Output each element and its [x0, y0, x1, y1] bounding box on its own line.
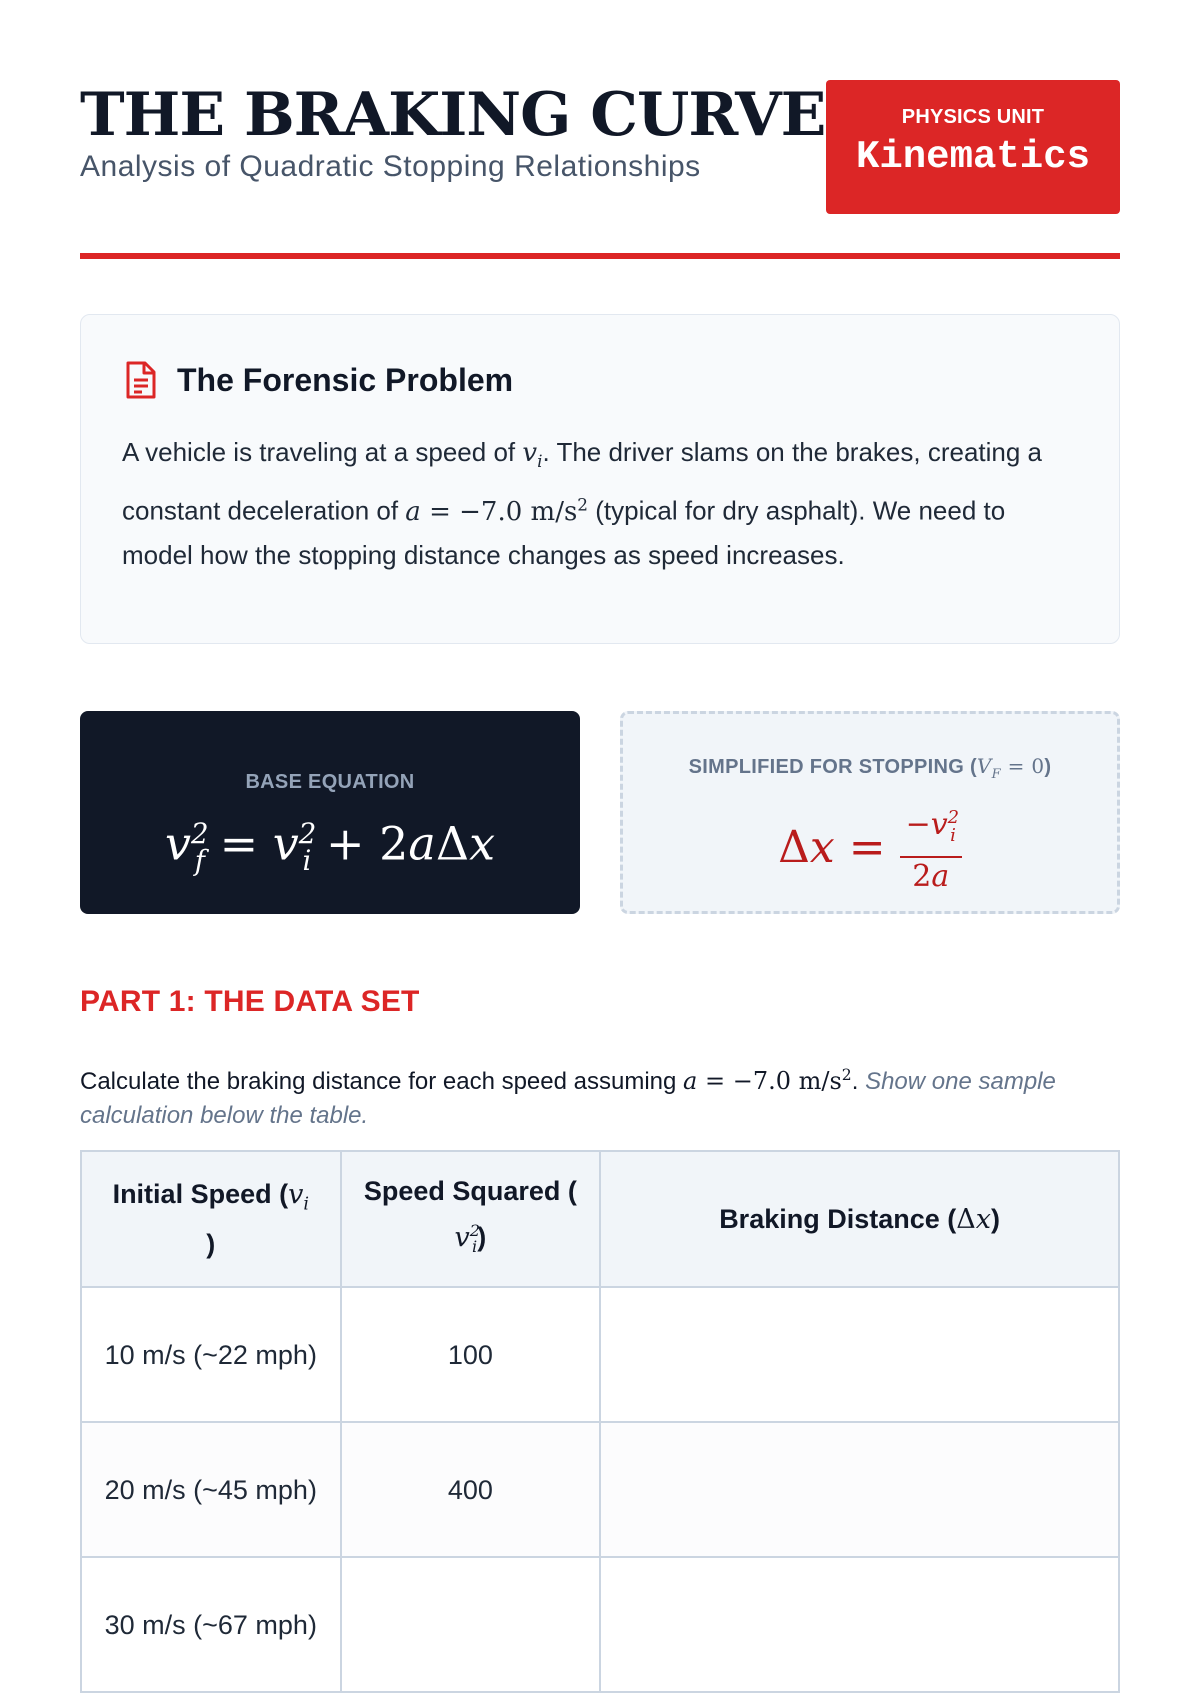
cell-braking-distance-input[interactable] [600, 1422, 1119, 1557]
problem-text-1: A vehicle is traveling at a speed of [122, 437, 523, 467]
unit-badge-name: Kinematics [855, 135, 1091, 179]
base-equation-label: BASE EQUATION [245, 771, 415, 793]
cell-braking-distance-input[interactable] [600, 1557, 1119, 1692]
header [80, 80, 1120, 220]
simplified-label-prefix: SIMPLIFIED FOR STOPPING ( [688, 756, 977, 778]
base-equation-card [80, 711, 580, 914]
problem-text-3: (typical for dry asphalt). We need to model how the stopping distance changes as speed increases. [122, 495, 1006, 570]
instruction-text-1: Calculate the braking distance for each speed assuming [80, 1068, 684, 1095]
document-icon [125, 361, 157, 399]
cell-initial-speed: 30 m/s (~67 mph) [81, 1557, 341, 1692]
unit-badge-eyebrow: PHYSICS UNIT [901, 106, 1045, 128]
problem-card [80, 314, 1120, 644]
table-row [81, 1557, 1119, 1692]
math-acceleration: a = −7.0 $m/s^2$ [405, 494, 589, 527]
decel-value: −7.0 m/s [459, 496, 578, 527]
fraction: $\frac{-v^2_i}{2a}$ [900, 800, 962, 894]
instruction-note: Show one sample calculation below the table. [80, 1068, 1056, 1129]
table-row [81, 1287, 1119, 1422]
simplified-equation-label: SIMPLIFIED FOR STOPPING $(V_F = 0)$ [688, 754, 1052, 782]
decel-value-inline: −7.0 m/s [732, 1067, 842, 1095]
simplified-label-suffix: ) [1044, 756, 1052, 778]
simplified-equation-card [620, 711, 1120, 914]
cell-speed-squared: 400 [341, 1422, 601, 1557]
problem-text [122, 431, 1072, 577]
table-row [81, 1422, 1119, 1557]
header-divider [80, 253, 1120, 259]
math-acceleration-inline: a = −7.0 $m/s^2$ [683, 1066, 852, 1095]
simplified-equation: Δx = $\frac{-v^2_i}{2a}$ [623, 800, 1117, 894]
unit-badge [826, 80, 1120, 214]
data-table [80, 1150, 1120, 1693]
header-braking-distance: Braking Distance (Δx) [600, 1151, 1119, 1287]
cell-initial-speed: 20 m/s (~45 mph) [81, 1422, 341, 1557]
table-header-row [81, 1151, 1119, 1287]
cell-braking-distance-input[interactable] [600, 1287, 1119, 1422]
cell-initial-speed: 10 m/s (~22 mph) [81, 1287, 341, 1422]
base-equation: $v^2_f = v^2_i + 2a\Delta x$ [164, 816, 496, 877]
cell-speed-squared: 100 [341, 1287, 601, 1422]
header-initial-speed: Initial Speed ($v_i$ ) [81, 1151, 341, 1287]
instruction-text-2: . [851, 1068, 866, 1095]
problem-title: The Forensic Problem [177, 362, 514, 398]
page-subtitle: Analysis of Quadratic Stopping Relationships [80, 150, 701, 183]
problem-text-2: . The driver slams on the brakes, creating a constant deceleration of [122, 437, 1043, 526]
header-speed-squared: Speed Squared ( $v^2_i$) [341, 1151, 601, 1287]
math-vi: $v_i$ [522, 438, 543, 472]
part1-instructions [80, 1058, 1120, 1133]
page-title: THE BRAKING CURVE [80, 80, 826, 150]
part1-heading: PART 1: THE DATA SET [80, 985, 420, 1018]
cell-speed-squared[interactable] [341, 1557, 601, 1692]
